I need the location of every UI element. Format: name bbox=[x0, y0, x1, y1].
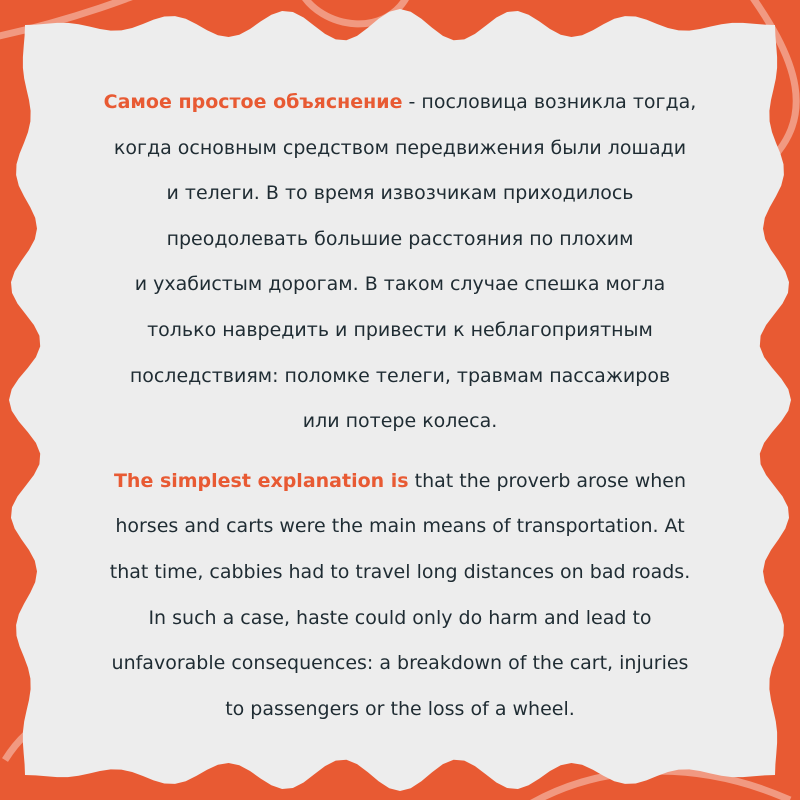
ru-line-1-rest: - пословица возникла тогда, bbox=[402, 91, 697, 113]
en-line-5: unfavorable consequences: a breakdown of the cart, injuries bbox=[111, 652, 689, 675]
ru-highlight: Самое простое объяснение bbox=[103, 91, 403, 113]
ru-line-8: или потере колеса. bbox=[302, 410, 498, 433]
english-paragraph bbox=[110, 459, 690, 733]
en-line-3: that time, cabbies had to travel long distances on bad roads. bbox=[109, 560, 691, 583]
en-highlight: The simplest explanation is bbox=[113, 469, 409, 492]
ru-line-3: и телеги. В то время извозчикам приходилось bbox=[166, 182, 634, 205]
en-line-1 bbox=[110, 459, 690, 505]
russian-paragraph bbox=[104, 80, 697, 445]
ru-line-6: только навредить и привести к неблагоприятным bbox=[147, 318, 653, 341]
ru-line-5: и ухабистым дорогам. В таком случае спешка могла bbox=[134, 273, 666, 296]
en-line-4: In such a case, haste could only do harm and lead to bbox=[148, 606, 652, 629]
ru-line-4: преодолевать большие расстояния по плохим bbox=[166, 227, 634, 250]
en-line-1-rest: that the proverb arose when bbox=[408, 469, 687, 492]
ru-line-1 bbox=[104, 80, 697, 126]
text-panel bbox=[70, 70, 730, 730]
en-line-2: horses and carts were the main means of transportation. At bbox=[115, 515, 685, 538]
en-line-6: to passengers or the loss of a wheel. bbox=[225, 697, 575, 720]
ru-line-7: последствиям: поломке телеги, травмам пассажиров bbox=[129, 364, 671, 387]
ru-line-2: когда основным средством передвижения были лошади bbox=[113, 136, 687, 159]
